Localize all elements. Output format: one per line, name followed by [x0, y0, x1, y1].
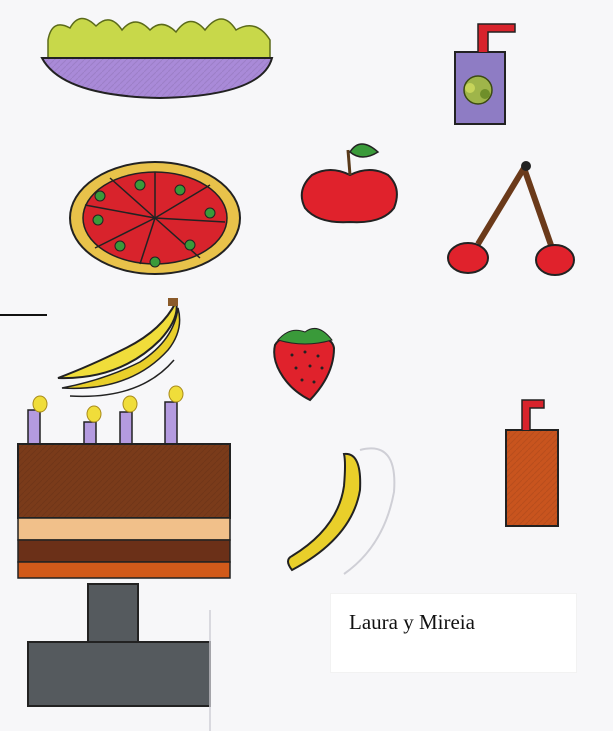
caption-text: Laura y Mireia	[349, 610, 475, 634]
caption-box	[330, 593, 577, 673]
salad-bowl-illustration	[42, 18, 272, 98]
pizza-illustration	[70, 162, 240, 274]
